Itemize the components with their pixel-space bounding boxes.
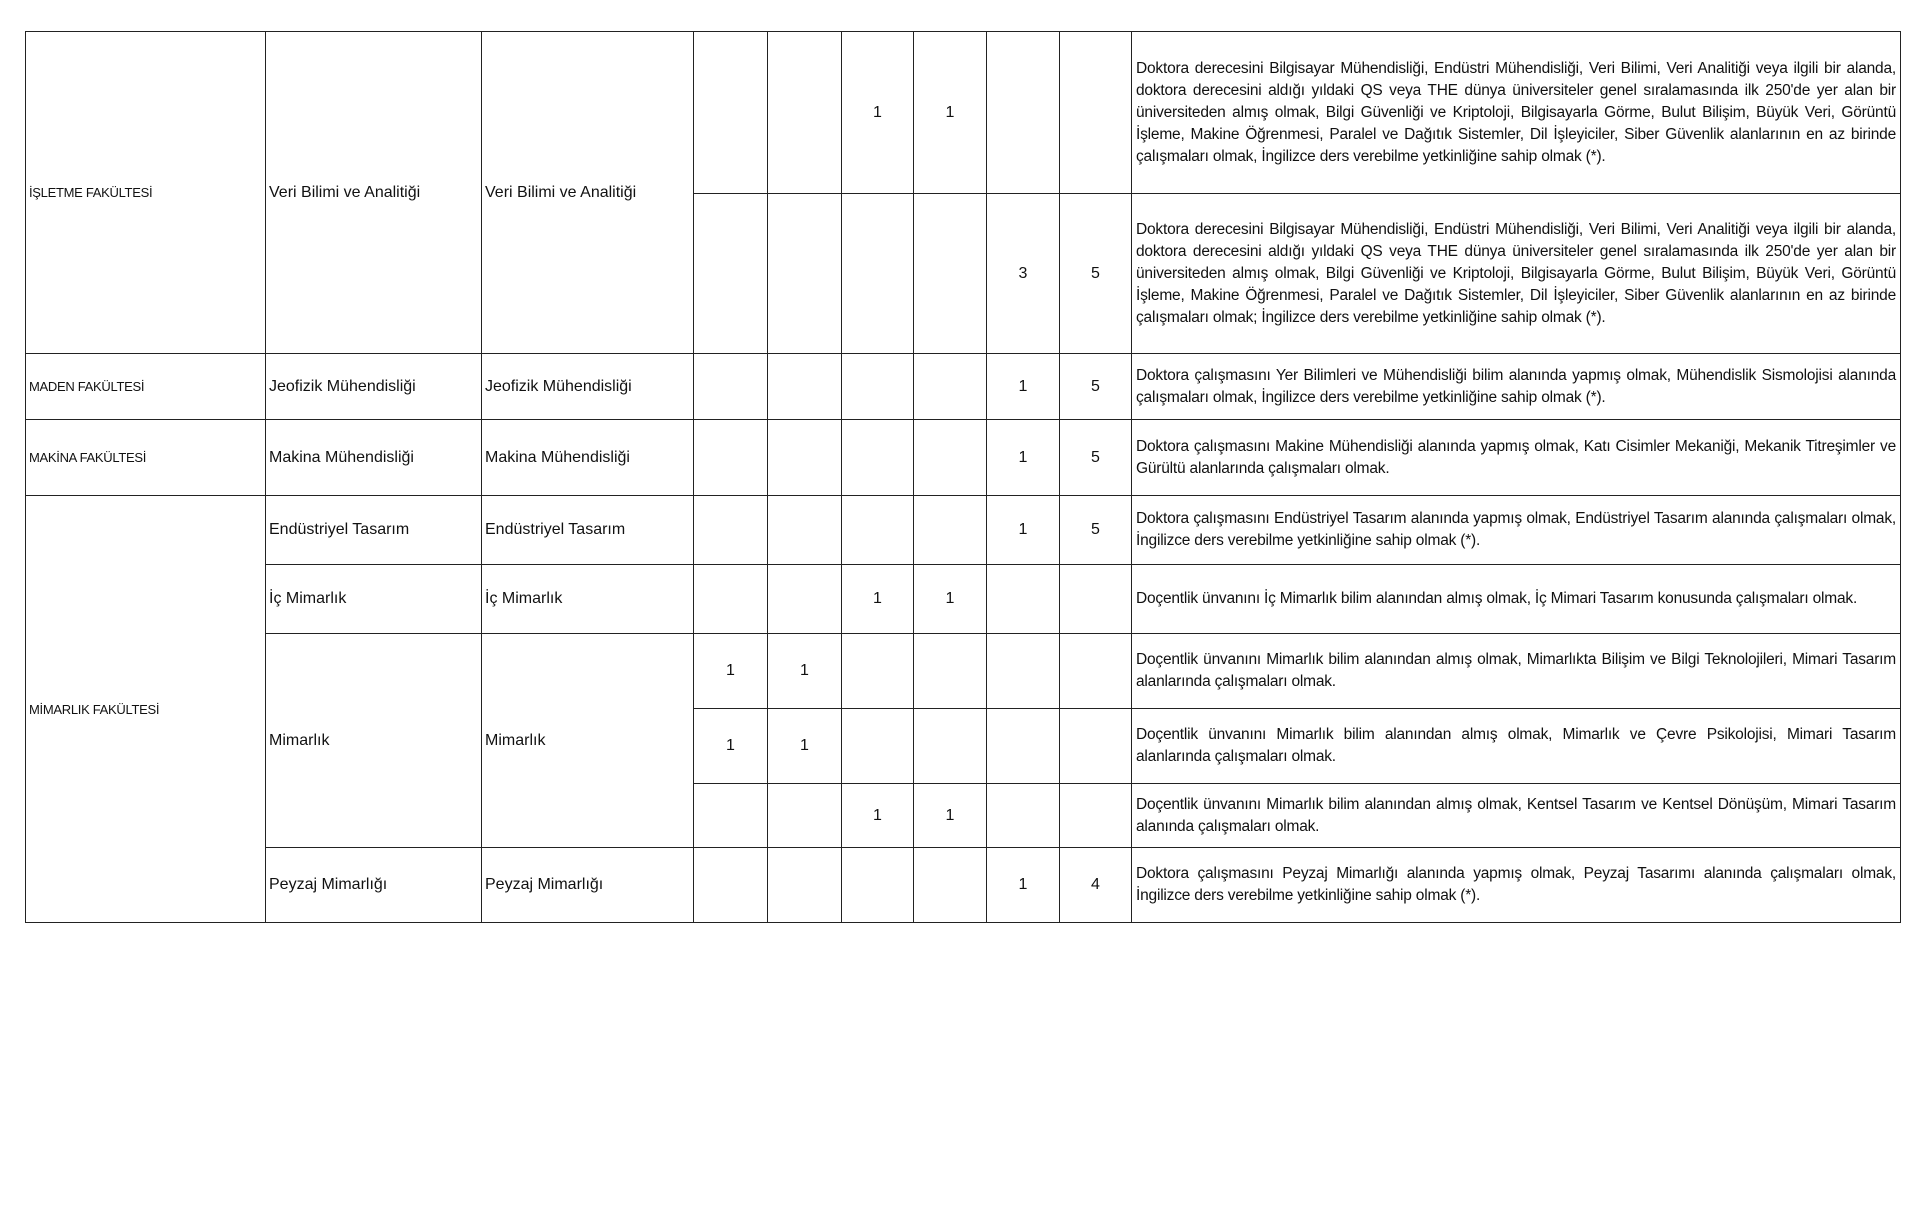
department-cell: Endüstriyel Tasarım [266,496,482,565]
count-cell [914,848,987,923]
count-cell: 1 [914,32,987,194]
program-cell: İç Mimarlık [482,565,694,634]
count-cell: 5 [1060,496,1132,565]
count-cell [694,496,768,565]
count-cell [842,709,914,784]
department-cell: Veri Bilimi ve Analitiği [266,32,482,354]
department-cell: Peyzaj Mimarlığı [266,848,482,923]
requirements-cell: Doktora çalışmasını Endüstriyel Tasarım alanında yapmış olmak, Endüstriyel Tasarım alanında çalışmaları olmak, İngilizce ders verebilme yetkinliğine sahip olmak (*). [1132,496,1901,565]
table-row [26,354,1901,420]
faculty-cell: MADEN FAKÜLTESİ [26,354,266,420]
count-cell: 1 [987,848,1060,923]
count-cell [914,709,987,784]
requirements-cell: Doçentlik ünvanını Mimarlık bilim alanından almış olmak, Kentsel Tasarım ve Kentsel Dönüşüm, Mimari Tasarım alanında çalışmaları olmak. [1132,784,1901,848]
count-cell [694,848,768,923]
count-cell [694,32,768,194]
program-cell: Mimarlık [482,634,694,848]
requirements-cell: Doktora derecesini Bilgisayar Mühendisliği, Endüstri Mühendisliği, Veri Bilimi, Veri Analitiği veya ilgili bir alanda, doktora derecesini aldığı yıldaki QS veya THE dünya üniversiteler genel sıralamasında ilk 250'de yer alan bir üniversiteden almış olmak, Bilgi Güvenliği ve Kriptoloji, Bilgisayarla Görme, Bulut Bilişim, Büyük Veri, Görüntü İşleme, Makine Öğrenmesi, Paralel ve Dağıtık Sistemler, Dil İşleyiciler, Siber Güvenlik alanlarının en az birinde çalışmaları olmak; İngilizce ders verebilme yetkinliğine sahip olmak (*). [1132,194,1901,354]
table-row [26,565,1901,634]
count-cell [768,565,842,634]
table-row [26,32,1901,194]
count-cell [1060,709,1132,784]
count-cell: 4 [1060,848,1132,923]
count-cell [987,32,1060,194]
count-cell [914,194,987,354]
faculty-cell: MAKİNA FAKÜLTESİ [26,420,266,496]
program-cell: Endüstriyel Tasarım [482,496,694,565]
faculty-positions-table [25,31,1901,923]
requirements-cell: Doktora çalışmasını Peyzaj Mimarlığı alanında yapmış olmak, Peyzaj Tasarımı alanında çalışmaları olmak, İngilizce ders verebilme yetkinliğine sahip olmak (*). [1132,848,1901,923]
table-row [26,848,1901,923]
program-cell: Peyzaj Mimarlığı [482,848,694,923]
count-cell [1060,784,1132,848]
count-cell [1060,634,1132,709]
department-cell: Jeofizik Mühendisliği [266,354,482,420]
count-cell [842,354,914,420]
count-cell: 5 [1060,354,1132,420]
count-cell [842,634,914,709]
count-cell: 5 [1060,194,1132,354]
requirements-cell: Doçentlik ünvanını Mimarlık bilim alanından almış olmak, Mimarlıkta Bilişim ve Bilgi Teknolojileri, Mimari Tasarım alanlarında çalışmaları olmak. [1132,634,1901,709]
count-cell [768,194,842,354]
count-cell [842,420,914,496]
count-cell [768,784,842,848]
count-cell [914,420,987,496]
count-cell: 1 [842,32,914,194]
count-cell [987,565,1060,634]
count-cell [842,194,914,354]
count-cell [987,634,1060,709]
faculty-cell: İŞLETME FAKÜLTESİ [26,32,266,354]
count-cell: 5 [1060,420,1132,496]
count-cell [842,848,914,923]
program-cell: Jeofizik Mühendisliği [482,354,694,420]
requirements-cell: Doktora çalışmasını Makine Mühendisliği alanında yapmış olmak, Katı Cisimler Mekaniği, Mekanik Titreşimler ve Gürültü alanlarında çalışmaları olmak. [1132,420,1901,496]
count-cell [768,848,842,923]
count-cell: 1 [914,784,987,848]
count-cell [842,496,914,565]
count-cell [987,784,1060,848]
program-cell: Veri Bilimi ve Analitiği [482,32,694,354]
count-cell: 1 [842,784,914,848]
count-cell: 1 [694,634,768,709]
department-cell: Mimarlık [266,634,482,848]
requirements-cell: Doktora derecesini Bilgisayar Mühendisliği, Endüstri Mühendisliği, Veri Bilimi, Veri Analitiği veya ilgili bir alanda, doktora derecesini aldığı yıldaki QS veya THE dünya üniversiteler genel sıralamasında ilk 250'de yer alan bir üniversiteden almış olmak, Bilgi Güvenliği ve Kriptoloji, Bilgisayarla Görme, Bulut Bilişim, Büyük Veri, Görüntü İşleme, Makine Öğrenmesi, Paralel ve Dağıtık Sistemler, Dil İşleyiciler, Siber Güvenlik alanlarının en az birinde çalışmaları olmak, İngilizce ders verebilme yetkinliğine sahip olmak (*). [1132,32,1901,194]
count-cell [694,784,768,848]
count-cell: 3 [987,194,1060,354]
count-cell [768,420,842,496]
count-cell [914,496,987,565]
count-cell [768,354,842,420]
count-cell: 1 [987,420,1060,496]
count-cell: 1 [987,496,1060,565]
count-cell [1060,32,1132,194]
table-row [26,420,1901,496]
count-cell: 1 [842,565,914,634]
count-cell [694,194,768,354]
count-cell: 1 [987,354,1060,420]
department-cell: İç Mimarlık [266,565,482,634]
count-cell: 1 [768,709,842,784]
department-cell: Makina Mühendisliği [266,420,482,496]
table-row [26,634,1901,709]
requirements-cell: Doktora çalışmasını Yer Bilimleri ve Mühendisliği bilim alanında yapmış olmak, Mühendislik Sismolojisi alanında çalışmaları olmak, İngilizce ders verebilme yetkinliğine sahip olmak (*). [1132,354,1901,420]
count-cell [694,354,768,420]
count-cell: 1 [914,565,987,634]
count-cell [768,496,842,565]
count-cell [694,420,768,496]
count-cell [694,565,768,634]
table-row [26,496,1901,565]
count-cell [914,354,987,420]
count-cell [914,634,987,709]
count-cell [1060,565,1132,634]
program-cell: Makina Mühendisliği [482,420,694,496]
count-cell [768,32,842,194]
requirements-cell: Doçentlik ünvanını Mimarlık bilim alanından almış olmak, Mimarlık ve Çevre Psikolojisi, Mimari Tasarım alanlarında çalışmaları olmak. [1132,709,1901,784]
faculty-cell: MİMARLIK FAKÜLTESİ [26,496,266,923]
count-cell: 1 [768,634,842,709]
count-cell: 1 [694,709,768,784]
requirements-cell: Doçentlik ünvanını İç Mimarlık bilim alanından almış olmak, İç Mimari Tasarım konusunda çalışmaları olmak. [1132,565,1901,634]
count-cell [987,709,1060,784]
